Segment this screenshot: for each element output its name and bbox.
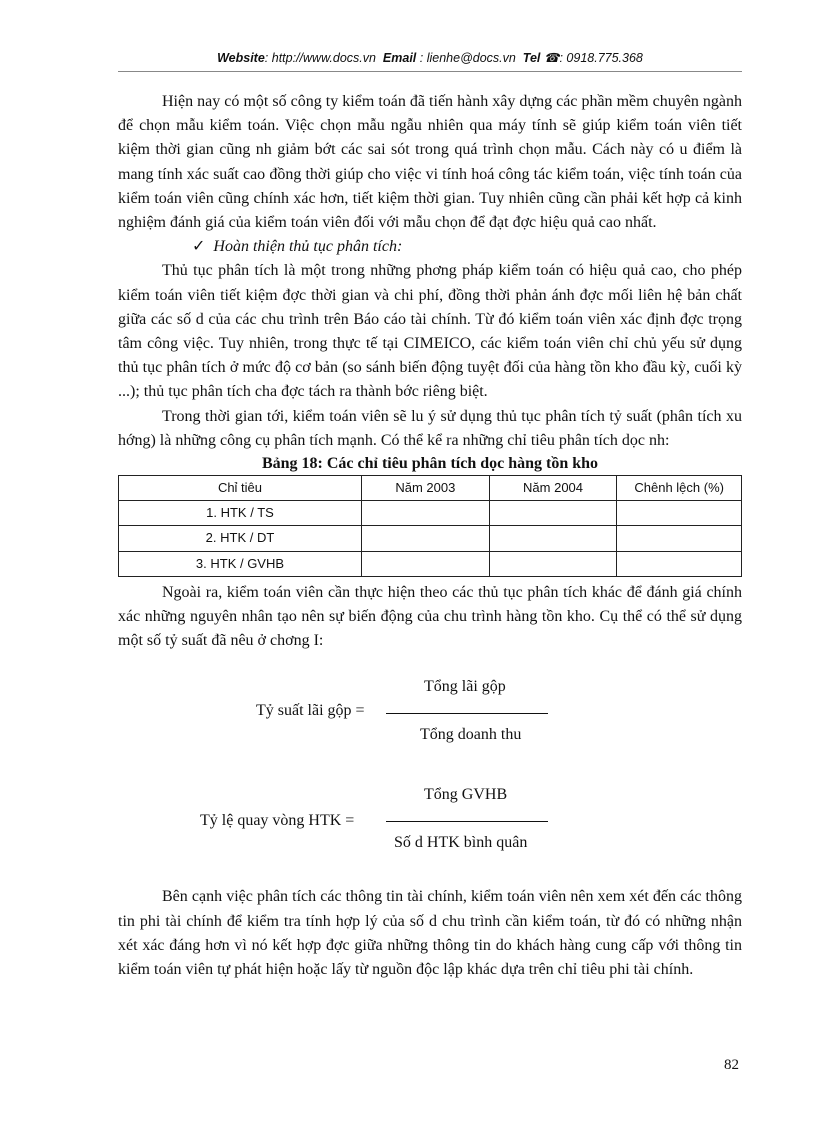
header-cell-2004: Năm 2004 — [489, 476, 617, 501]
section-heading-text: Hoàn thiện thủ tục phân tích: — [213, 238, 403, 256]
table-row — [119, 551, 742, 576]
formula-gross-margin — [118, 661, 742, 765]
formula-denominator: Tổng doanh thu — [420, 726, 522, 744]
header-cell-indicator: Chỉ tiêu — [119, 476, 362, 501]
table-header-row — [119, 476, 742, 501]
table-cell: 2. HTK / DT — [119, 526, 362, 551]
page-content — [118, 90, 742, 982]
paragraph-ratio-analysis: Trong thời gian tới, kiểm toán viên sẽ lu ý sử dụng thủ tục phân tích tỷ suất (phân tích xu hớng) là những công cụ phân tích mạnh. Có thể kể ra những chỉ tiêu phân tích dọc nh: — [118, 407, 742, 449]
table-row — [119, 526, 742, 551]
table-cell — [617, 551, 742, 576]
checkmark-icon: ✓ — [192, 238, 206, 256]
email-label: Email — [382, 51, 417, 65]
formula-inventory-turnover — [118, 775, 742, 885]
phone-icon: ☎ — [543, 51, 560, 65]
paragraph-other-procedures: Ngoài ra, kiểm toán viên cần thực hiện theo các thủ tục phân tích khác để đánh giá chính xác những nguyên nhân tạo nên sự biến động của chu trình hàng tồn kho. Cụ thể có thể sử dụng một số tỷ suất đã nêu ở chơng I: — [118, 583, 742, 650]
table-cell — [361, 501, 489, 526]
formula-numerator: Tổng lãi gộp — [424, 678, 506, 696]
page-header — [118, 50, 742, 65]
page-number: 82 — [724, 1057, 739, 1073]
header-cell-2003: Năm 2003 — [361, 476, 489, 501]
table-cell — [617, 501, 742, 526]
header-cell-difference: Chênh lệch (%) — [617, 476, 742, 501]
paragraph-analytical-procedures: Thủ tục phân tích là một trong những phơng pháp kiểm toán có hiệu quả cao, cho phép kiểm toán viên tiết kiệm đợc thời gian và chi phí, đồng thời phản ánh đợc mối liên hệ bản chất giữa các số d của các chu trình trên Báo cáo tài chính. Từ đó kiểm toán viên xác định đợc trọng tâm công việc. Tuy nhiên, trong thực tế tại CIMEICO, các kiểm toán viên chỉ chủ yếu sử dụng thủ tục phân tích ở mức độ cơ bản (so sánh biến động tuyệt đối của hàng tồn kho đầu kỳ, cuối kỳ ...); thủ tục phân tích cha đợc tách ra thành bớc riêng biệt. — [118, 262, 742, 401]
formula-label: Tỷ lệ quay vòng HTK = — [200, 812, 355, 830]
table-cell — [489, 526, 617, 551]
formula-label: Tỷ suất lãi gộp = — [256, 702, 365, 720]
section-heading — [118, 235, 742, 259]
website-value: : http://www.docs.vn — [264, 51, 376, 65]
email-value: : lienhe@docs.vn — [419, 51, 516, 65]
table-cell — [617, 526, 742, 551]
table-row — [119, 501, 742, 526]
table-cell — [489, 501, 617, 526]
table-title: Bảng 18: Các chỉ tiêu phân tích dọc hàng tồn kho — [261, 455, 599, 473]
website-label: Website — [217, 51, 265, 65]
analysis-table — [118, 475, 742, 577]
paragraph-software-sampling: Hiện nay có một số công ty kiểm toán đã tiến hành xây dựng các phần mềm chuyên ngành để chọn mẫu kiểm toán. Việc chọn mẫu ngẫu nhiên qua máy tính sẽ giúp kiểm toán viên tiết kiệm thời gian cũng nh giảm bớt các sai sót trong quá trình chọn mẫu. Cách này có u điểm là mang tính xác suất cao đồng thời giúp cho việc vi tính hoá công tác kiểm toán, việc tính toán của kiểm toán viên cũng chính xác hơn, tiết kiệm thời gian. Tuy nhiên cũng cần phải kết hợp cả kinh nghiệm đánh giá của kiểm toán viên đối với mẫu chọn để đạt đợc hiệu quả cao nhất. — [118, 93, 742, 232]
header-divider — [118, 71, 742, 72]
fraction-bar — [386, 713, 548, 714]
table-cell — [361, 551, 489, 576]
tel-label: Tel — [522, 51, 541, 65]
formula-numerator: Tổng GVHB — [424, 786, 508, 804]
table-cell: 3. HTK / GVHB — [119, 551, 362, 576]
table-cell: 1. HTK / TS — [119, 501, 362, 526]
table-cell — [361, 526, 489, 551]
fraction-bar — [386, 821, 548, 822]
formula-denominator: Số d HTK bình quân — [394, 834, 528, 852]
table-cell — [489, 551, 617, 576]
paragraph-non-financial: Bên cạnh việc phân tích các thông tin tài chính, kiểm toán viên nên xem xét đến các thông tin phi tài chính để kiểm tra tính hợp lý của số d chu trình cần kiểm toán, từ đó có những nhận xét xác đáng hơn vì nó kết hợp đợc giữa những thông tin do khách hàng cung cấp với thông tin kiểm toán viên tự phát hiện hoặc lấy từ nguồn độc lập khác dựa trên chỉ tiêu phi tài chính. — [118, 888, 742, 979]
tel-value: : 0918.775.368 — [559, 51, 643, 65]
